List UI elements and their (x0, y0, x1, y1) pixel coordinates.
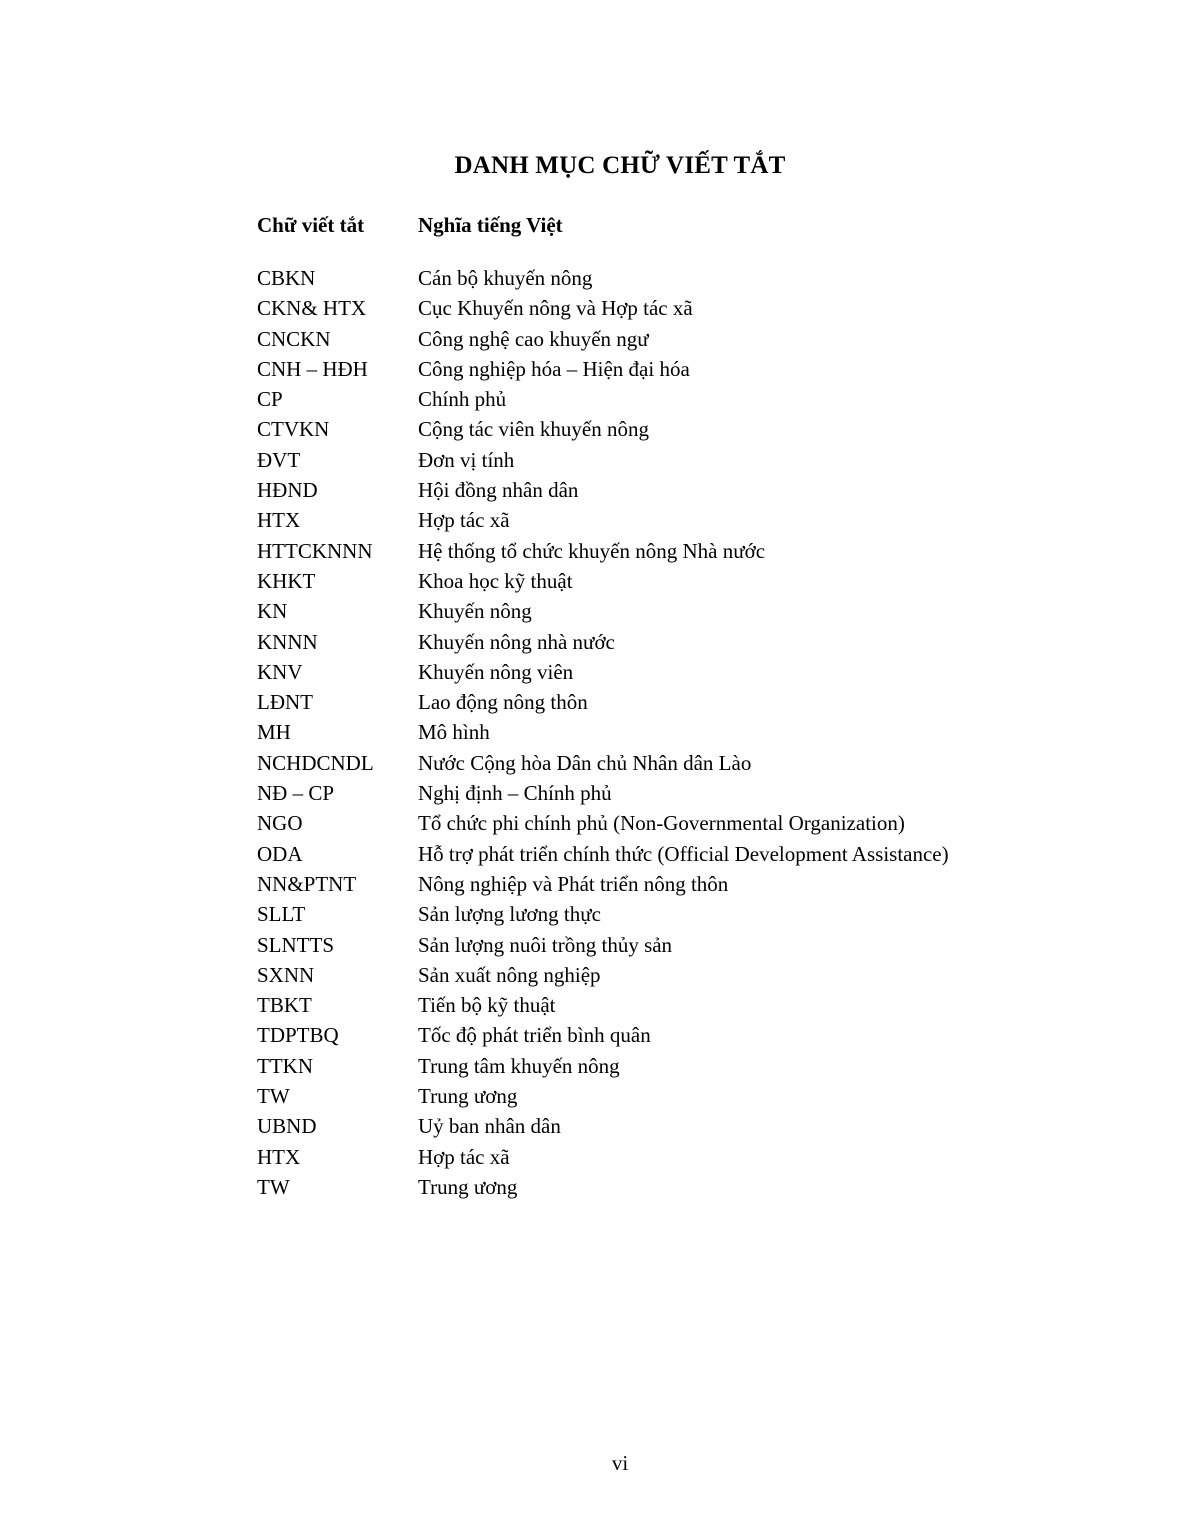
page-number: vi (611, 1451, 629, 1475)
abbreviation-meaning: Đơn vị tính (418, 447, 515, 472)
abbreviation-meaning: Lao động nông thôn (418, 690, 588, 715)
abbreviation: SLNTTS (257, 932, 335, 957)
abbreviation: ĐVT (257, 447, 301, 472)
abbreviation: KNNN (257, 629, 318, 654)
abbreviation: NCHDCNDL (257, 750, 374, 775)
abbreviation: TW (257, 1174, 290, 1199)
abbreviation-meaning: Khuyến nông viên (418, 659, 574, 684)
abbreviation-meaning: Hợp tác xã (418, 508, 510, 533)
abbreviation-meaning: Khoa học kỹ thuật (418, 568, 573, 593)
abbreviation-meaning: Khuyến nông (418, 599, 532, 624)
abbreviation: CKN& HTX (257, 296, 367, 321)
abbreviation: MH (257, 720, 291, 745)
abbreviation-meaning: Cục Khuyến nông và Hợp tác xã (418, 296, 693, 321)
abbreviation-meaning: Cộng tác viên khuyến nông (418, 417, 649, 442)
abbreviation-meaning: Hội đồng nhân dân (418, 478, 579, 503)
abbreviation-meaning: Mô hình (418, 720, 490, 745)
abbreviation: UBND (257, 1114, 317, 1139)
abbreviation: CTVKN (257, 417, 330, 442)
abbreviation-meaning: Tiến bộ kỹ thuật (418, 993, 556, 1018)
abbreviation-meaning: Nông nghiệp và Phát triển nông thôn (418, 871, 729, 896)
abbreviation-meaning: Uỷ ban nhân dân (418, 1114, 561, 1139)
abbreviation-meaning: Hỗ trợ phát triển chính thức (Official Development Assistance) (418, 841, 949, 866)
abbreviation: TTKN (257, 1053, 313, 1078)
abbreviation: TDPTBQ (257, 1023, 339, 1048)
abbreviation-meaning: Công nghiệp hóa – Hiện đại hóa (418, 356, 690, 381)
abbreviation-meaning: Hệ thống tổ chức khuyến nông Nhà nước (418, 538, 766, 563)
abbreviation-meaning: Công nghệ cao khuyến ngư (418, 326, 649, 351)
abbreviation: LĐNT (257, 690, 313, 715)
abbreviation: CP (257, 387, 283, 412)
abbreviation-meaning: Chính phủ (418, 387, 507, 412)
abbreviation-meaning: Nghị định – Chính phủ (418, 781, 612, 806)
abbreviation-meaning: Trung ương (418, 1084, 518, 1109)
abbreviation: HTTCKNNN (257, 538, 373, 563)
abbreviation-meaning: Khuyến nông nhà nước (418, 629, 615, 654)
abbreviation-meaning: Sản lượng nuôi trồng thủy sản (418, 932, 673, 957)
abbreviation-meaning: Trung ương (418, 1174, 518, 1199)
abbreviation: TW (257, 1084, 290, 1109)
abbreviation-meaning: Tổ chức phi chính phủ (Non-Governmental Organization) (418, 811, 905, 836)
abbreviation: NN&PTNT (257, 871, 357, 896)
abbreviation-meaning: Cán bộ khuyến nông (418, 266, 593, 290)
abbreviation: SXNN (257, 962, 315, 987)
page-title: DANH MỤC CHỮ VIẾT TẮT (454, 152, 786, 179)
abbreviation: CNH – HĐH (257, 356, 368, 381)
abbreviation: ODA (257, 841, 303, 866)
abbreviation-meaning: Sản xuất nông nghiệp (418, 962, 601, 987)
abbreviation: HTX (257, 508, 301, 533)
abbreviation: KNV (257, 659, 303, 684)
abbreviation-meaning: Tốc độ phát triển bình quân (418, 1023, 651, 1048)
abbreviation: KHKT (257, 568, 316, 593)
header-meaning: Nghĩa tiếng Việt (418, 213, 563, 237)
abbreviation: HTX (257, 1144, 301, 1169)
abbreviation: NGO (257, 811, 303, 836)
abbreviation: SLLT (257, 902, 306, 927)
abbreviation: CBKN (257, 266, 316, 290)
abbreviation-meaning: Sản lượng lương thực (418, 902, 601, 927)
abbreviation: TBKT (257, 993, 312, 1018)
abbreviation: NĐ – CP (257, 781, 335, 806)
abbreviation-meaning: Hợp tác xã (418, 1144, 510, 1169)
abbreviation-meaning: Nước Cộng hòa Dân chủ Nhân dân Lào (418, 750, 752, 775)
abbreviation: CNCKN (257, 326, 331, 351)
abbreviation-meaning: Trung tâm khuyến nông (418, 1053, 620, 1078)
header-abbreviation: Chữ viết tắt (257, 213, 365, 237)
abbreviation: KN (257, 599, 288, 624)
abbreviation: HĐND (257, 478, 318, 503)
